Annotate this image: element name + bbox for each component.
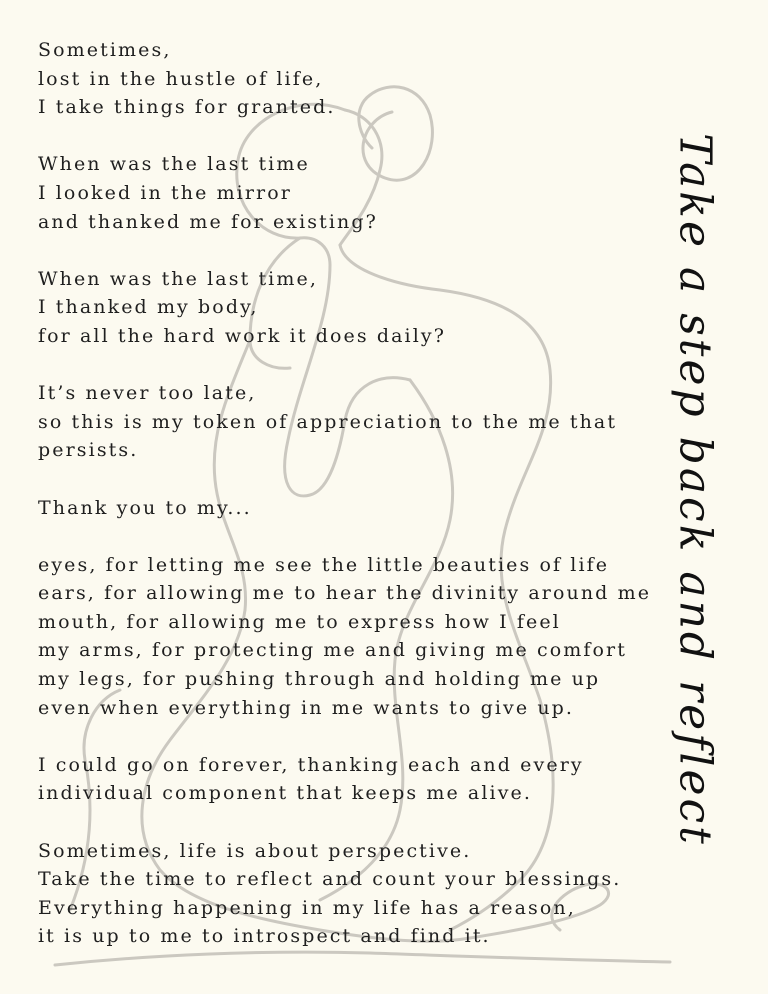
- poem-line: even when everything in me wants to give up.: [38, 696, 575, 719]
- stanza-5: [38, 494, 648, 523]
- poem-line: it is up to me to introspect and find it.: [38, 925, 491, 948]
- poem-line: Thank you to my...: [38, 496, 252, 519]
- poem-line: It’s never too late,: [38, 382, 257, 405]
- poem-line: When was the last time: [38, 153, 310, 176]
- poem-line: eyes, for letting me see the little beauties of life: [38, 553, 610, 576]
- stanza-4: [38, 379, 648, 465]
- poem-line: Sometimes,: [38, 39, 172, 61]
- stanza-6: [38, 551, 652, 723]
- poem-line: my arms, for protecting me and giving me comfort: [38, 639, 627, 662]
- poem-line: and thanked me for existing?: [38, 210, 378, 233]
- poem-body: [38, 36, 652, 951]
- stanza-7: [38, 751, 648, 808]
- stanza-2: [38, 150, 648, 236]
- poem-line: I take things for granted.: [38, 96, 336, 119]
- poem-line: my legs, for pushing through and holding me up: [38, 668, 601, 691]
- poem-line: Take the time to reflect and count your blessings.: [38, 868, 622, 891]
- poem-line: lost in the hustle of life,: [38, 67, 324, 90]
- side-title: Take a step back and reflect: [669, 133, 721, 847]
- poem-line: When was the last time,: [38, 267, 318, 290]
- poem-line: so this is my token of appreciation to the me that: [38, 410, 618, 433]
- poem-line: I could go on forever, thanking each and every: [38, 753, 584, 776]
- stanza-8: [38, 837, 648, 951]
- poem-line: Everything happening in my life has a reason,: [38, 896, 576, 919]
- poem-line: mouth, for allowing me to express how I feel: [38, 610, 561, 633]
- poem-line: individual component that keeps me alive.: [38, 782, 533, 805]
- poem-line: persists.: [38, 439, 139, 462]
- poem-line: for all the hard work it does daily?: [38, 324, 447, 347]
- poem-line: Sometimes, life is about perspective.: [38, 839, 472, 862]
- stanza-1: [38, 36, 648, 122]
- poem-line: ears, for allowing me to hear the divinity around me: [38, 582, 652, 605]
- poem-line: I thanked my body,: [38, 296, 259, 319]
- poem-line: I looked in the mirror: [38, 181, 292, 204]
- stanza-3: [38, 265, 648, 351]
